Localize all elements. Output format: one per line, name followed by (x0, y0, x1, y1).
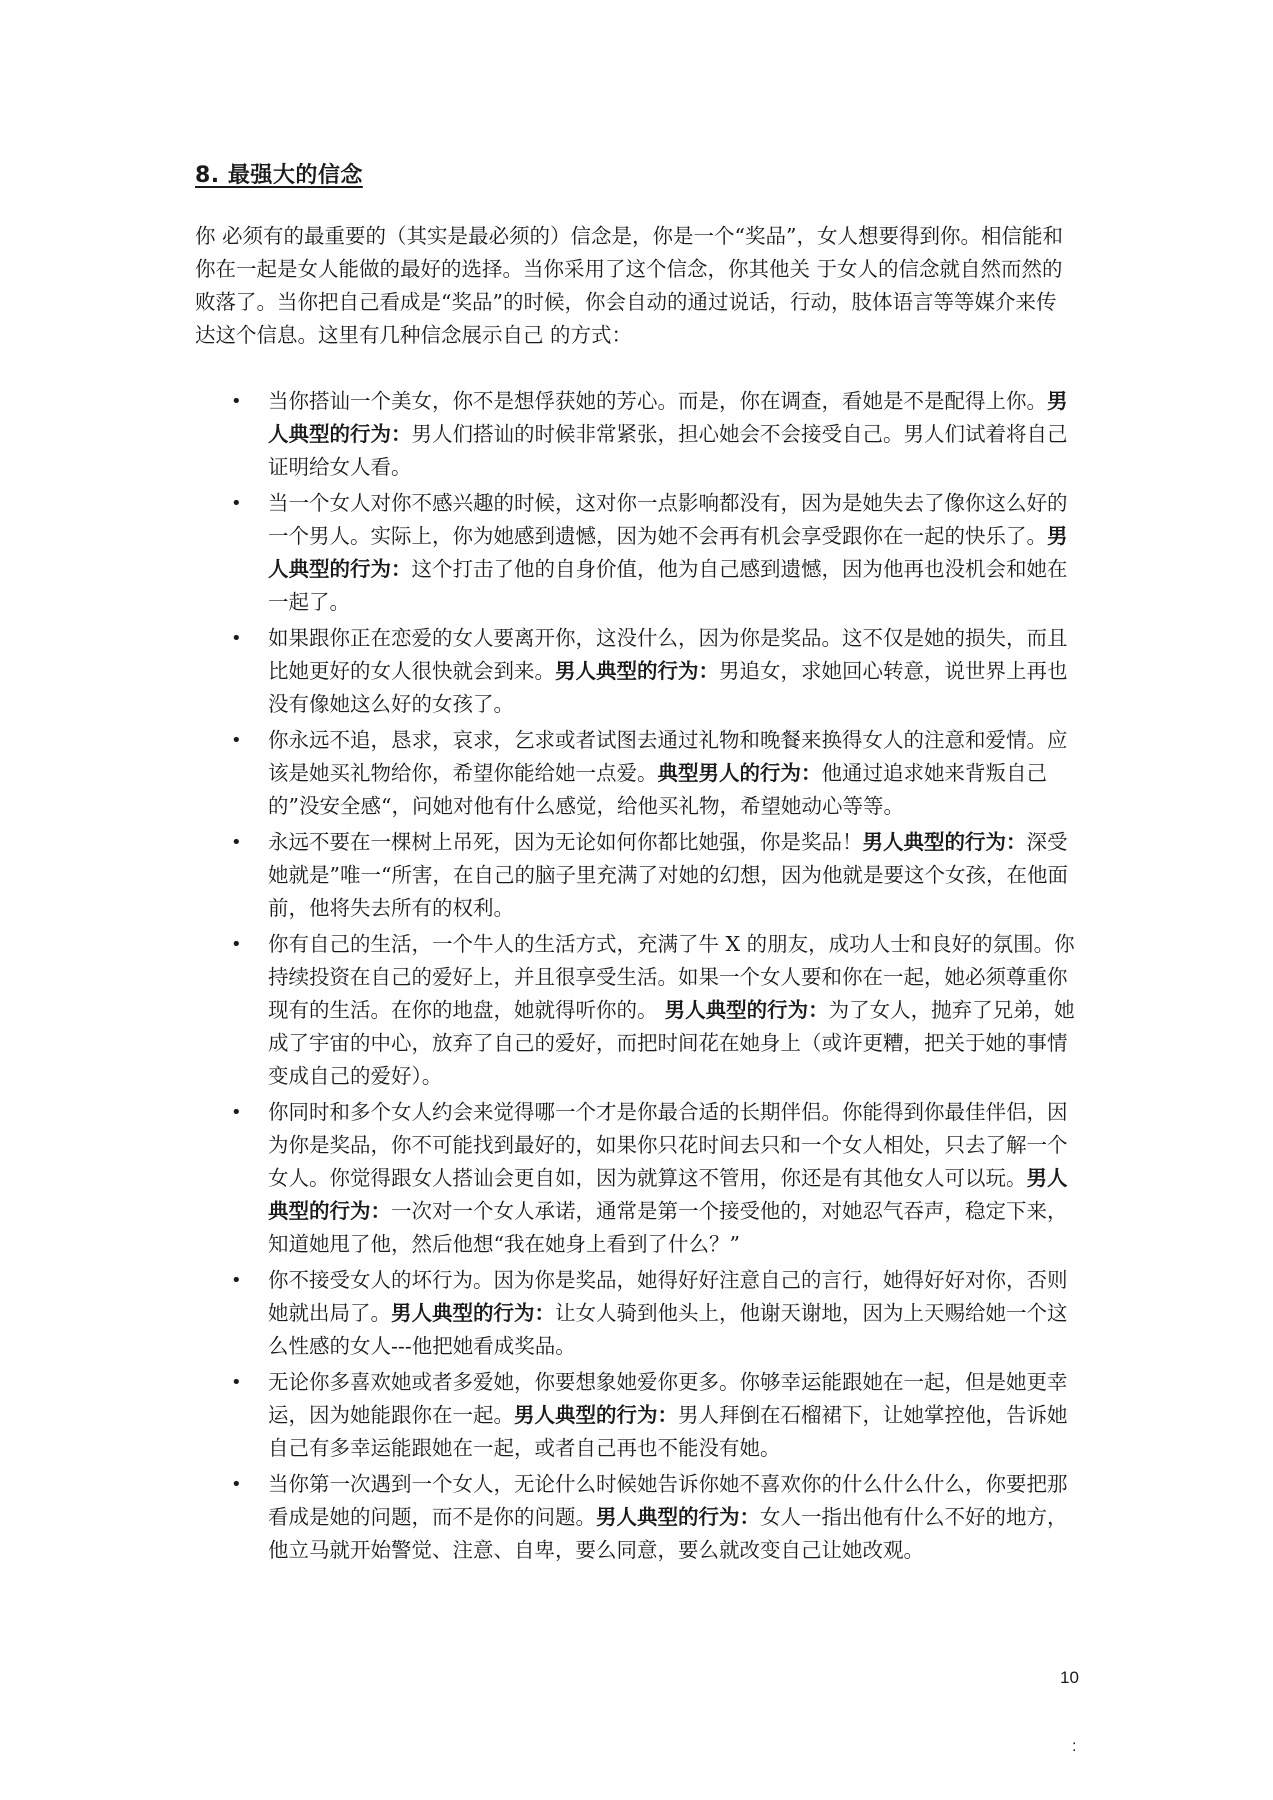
item-text: 永远不要在一棵树上吊死，因为无论如何你都比她强，你是奖品！ (268, 830, 863, 854)
item-text-after: 女人一指出他有什么不好的地方，他立马就开始警觉、注意、自卑，要么同意，要么就改变自己让她改观。 (268, 1505, 1068, 1562)
list-item (225, 385, 1075, 484)
item-text-after: 这个打击了他的自身价值，他为自己感到遗憾，因为他再也没机会和她在一起了。 (268, 557, 1068, 614)
item-bold-label: 男人典型的行为： (268, 389, 1068, 446)
item-bold-label: 男人典型的行为： (268, 1166, 1068, 1223)
item-bold-label: 男人典型的行为： (862, 830, 1027, 854)
bullet-icon: • (231, 1372, 242, 1393)
bullet-icon: • (231, 832, 242, 853)
item-text: 你同时和多个女人约会来觉得哪一个才是你最合适的长期伴侣。你能得到你最佳伴侣，因为你是奖品，你不可能找到最好的，如果你只花时间去只和一个女人相处，只去了解一个女人。你觉得跟女人搭讪会更自如，因为就算这不管用，你还是有其他女人可以玩。 (268, 1100, 1068, 1190)
bullet-icon: • (231, 1270, 242, 1291)
list-item (225, 826, 1075, 925)
item-text-after: 深受她就是”唯一“所害，在自己的脑子里充满了对她的幻想，因为他就是要这个女孩，在他面前，他将失去所有的权利。 (268, 830, 1068, 920)
item-text: 当你搭讪一个美女，你不是想俘获她的芳心。而是，你在调查，看她是不是配得上你。 (268, 389, 1047, 413)
item-text: 无论你多喜欢她或者多爱她，你要想象她爱你更多。你够幸运能跟她在一起，但是她更幸运，因为她能跟你在一起。 (268, 1370, 1068, 1427)
list-item (225, 928, 1075, 1093)
item-bold-label: 男人典型的行为： (657, 998, 829, 1022)
item-text: 当你第一次遇到一个女人，无论什么时候她告诉你她不喜欢你的什么什么什么，你要把那看成是她的问题，而不是你的问题。 (268, 1472, 1068, 1529)
list-item (225, 1468, 1075, 1567)
item-text-after: 他通过追求她来背叛自己的”没安全感“，问她对他有什么感觉，给他买礼物，希望她动心等等。 (268, 761, 1047, 818)
item-text-after: 一次对一个女人承诺，通常是第一个接受他的，对她忍气吞声，稳定下来，知道她甩了他，然后他想“我在她身上看到了什么？” (268, 1199, 1068, 1256)
item-bold-label: 男人典型的行为： (391, 1301, 555, 1325)
bullet-icon: • (231, 628, 242, 649)
list-item (225, 622, 1075, 721)
intro-paragraph: 你 必须有的最重要的（其实是最必须的）信念是，你是一个“奖品”，女人想要得到你。相信能和你在一起是女人能做的最好的选择。当你采用了这个信念，你其他关 于女人的信念就自然而然的败落了。当你把自己看成是“奖品”的时候，你会自动的通过说话，行动，肢体语言等等媒介来传达这个信息。这里有几种信念展示自己 的方式： (195, 224, 1063, 347)
item-text: 你永远不追，恳求，哀求，乞求或者试图去通过礼物和晚餐来换得女人的注意和爱情。应该是她买礼物给你，希望你能给她一点爱。 (268, 728, 1068, 785)
bullet-icon: • (231, 391, 242, 412)
list-item (225, 724, 1075, 823)
bullet-icon: • (231, 1102, 242, 1123)
list-item (225, 1264, 1075, 1363)
bullet-icon: • (231, 730, 242, 751)
bullet-icon: • (231, 493, 242, 514)
list-item (225, 487, 1075, 619)
item-bold-label: 典型男人的行为： (657, 761, 822, 785)
section-title: 8. 最强大的信念 (195, 163, 363, 188)
belief-list (225, 385, 1075, 1570)
item-bold-label: 男人典型的行为： (555, 659, 719, 683)
item-bold-label: 男人典型的行为： (514, 1403, 678, 1427)
page-number: 10 (1060, 1668, 1079, 1687)
item-text: 你不接受女人的坏行为。因为你是奖品，她得好好注意自己的言行，她得好好对你，否则她就出局了。 (268, 1268, 1068, 1325)
item-text: 如果跟你正在恋爱的女人要离开你，这没什么，因为你是奖品。这不仅是她的损失，而且比她更好的女人很快就会到来。 (268, 626, 1068, 683)
item-bold-label: 男人典型的行为： (596, 1505, 760, 1529)
item-text-after: 男追女，求她回心转意，说世界上再也没有像她这么好的女孩了。 (268, 659, 1068, 716)
item-text-after: 男人拜倒在石榴裙下，让她掌控他，告诉她自己有多幸运能跟她在一起，或者自己再也不能没有她。 (268, 1403, 1068, 1460)
item-bold-label: 男人典型的行为： (268, 524, 1068, 581)
bullet-icon: • (231, 1474, 242, 1495)
item-text: 你有自己的生活，一个牛人的生活方式，充满了牛 X 的朋友，成功人士和良好的氛围。你持续投资在自己的爱好上，并且很享受生活。如果一个女人要和你在一起，她必须尊重你现有的生活。在你的地盘，她就得听你的。 (268, 932, 1075, 1022)
footer-mark: : (1072, 1738, 1077, 1755)
item-text-after: 男人们搭讪的时候非常紧张，担心她会不会接受自己。男人们试着将自己证明给女人看。 (268, 422, 1068, 479)
bullet-icon: • (231, 934, 242, 955)
item-text: 当一个女人对你不感兴趣的时候，这对你一点影响都没有，因为是她失去了像你这么好的一个男人。实际上，你为她感到遗憾，因为她不会再有机会享受跟你在一起的快乐了。 (268, 491, 1068, 548)
item-text-after: 为了女人，抛弃了兄弟，她成了宇宙的中心，放弃了自己的爱好，而把时间花在她身上（或许更糟，把关于她的事情变成自己的爱好）。 (268, 998, 1075, 1088)
list-item (225, 1096, 1075, 1261)
list-item (225, 1366, 1075, 1465)
item-text-after: 让女人骑到他头上，他谢天谢地，因为上天赐给她一个这么性感的女人---他把她看成奖品。 (268, 1301, 1068, 1358)
